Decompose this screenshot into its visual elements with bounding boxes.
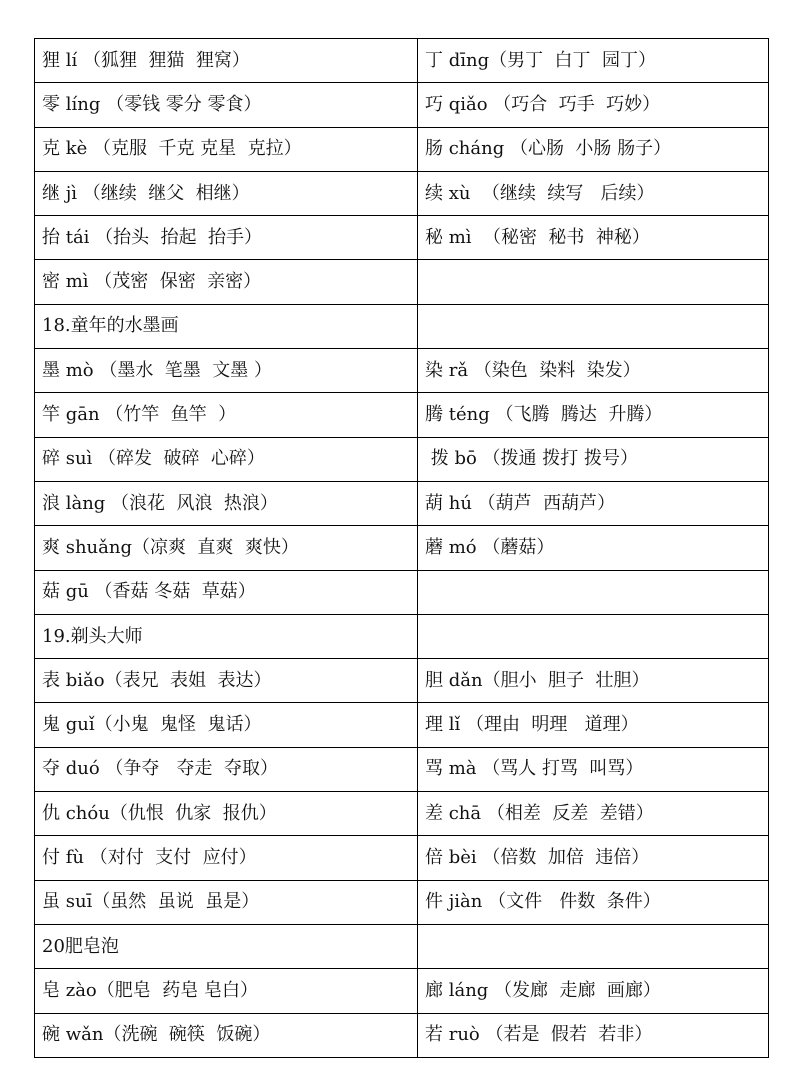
table-cell-right: 染 rǎ （染色 染料 染发） — [418, 349, 769, 393]
table-cell-right: 巧 qiǎo （巧合 巧手 巧妙） — [418, 83, 769, 127]
lesson-heading: 19.剃头大师 — [35, 614, 418, 658]
table-cell-left: 菇 gū （香菇 冬菇 草菇） — [35, 570, 418, 614]
table-cell-left: 付 fù （对付 支付 应付） — [35, 836, 418, 880]
table-cell-right: 秘 mì （秘密 秘书 神秘） — [418, 216, 769, 260]
table-cell-left: 克 kè （克服 千克 克星 克拉） — [35, 127, 418, 171]
table-row — [35, 260, 769, 304]
table-row — [35, 792, 769, 836]
table-row — [35, 526, 769, 570]
table-cell-right: 若 ruò （若是 假若 若非） — [418, 1013, 769, 1057]
table-row — [35, 969, 769, 1013]
table-cell-left: 鬼 guǐ（小鬼 鬼怪 鬼话） — [35, 703, 418, 747]
table-cell-right: 骂 mà （骂人 打骂 叫骂） — [418, 747, 769, 791]
table-cell-left: 碗 wǎn（洗碗 碗筷 饭碗） — [35, 1013, 418, 1057]
table-row — [35, 481, 769, 525]
table-cell-right: 胆 dǎn（胆小 胆子 壮胆） — [418, 659, 769, 703]
table-row — [35, 171, 769, 215]
lesson-heading-row — [35, 924, 769, 968]
table-cell-left: 继 jì （继续 继父 相继） — [35, 171, 418, 215]
table-row — [35, 880, 769, 924]
table-row — [35, 393, 769, 437]
table-cell-left: 抬 tái （抬头 抬起 抬手） — [35, 216, 418, 260]
lesson-heading: 18.童年的水墨画 — [35, 304, 418, 348]
table-row — [35, 83, 769, 127]
table-cell-left: 密 mì （茂密 保密 亲密） — [35, 260, 418, 304]
table-cell-right: 理 lǐ （理由 明理 道理） — [418, 703, 769, 747]
table-cell-left: 夺 duó （争夺 夺走 夺取） — [35, 747, 418, 791]
table-row — [35, 703, 769, 747]
table-cell-left: 碎 suì （碎发 破碎 心碎） — [35, 437, 418, 481]
table-cell-right: 肠 cháng （心肠 小肠 肠子） — [418, 127, 769, 171]
vocab-table-body — [35, 39, 769, 1058]
table-cell-right: 廊 láng （发廊 走廊 画廊） — [418, 969, 769, 1013]
table-row — [35, 1013, 769, 1057]
table-cell-left: 竿 gān （竹竿 鱼竿 ） — [35, 393, 418, 437]
lesson-heading-row — [35, 304, 769, 348]
table-cell-right: 蘑 mó （蘑菇） — [418, 526, 769, 570]
table-row — [35, 570, 769, 614]
table-cell-left: 狸 lí （狐狸 狸猫 狸窝） — [35, 39, 418, 83]
table-cell-left: 墨 mò （墨水 笔墨 文墨 ） — [35, 349, 418, 393]
table-cell-right — [418, 570, 769, 614]
table-cell-right: 件 jiàn （文件 件数 条件） — [418, 880, 769, 924]
table-cell-left: 爽 shuǎng（凉爽 直爽 爽快） — [35, 526, 418, 570]
table-cell-right: 拨 bō （拨通 拨打 拨号） — [418, 437, 769, 481]
table-cell-right — [418, 924, 769, 968]
lesson-heading: 20肥皂泡 — [35, 924, 418, 968]
table-cell-left: 虽 suī（虽然 虽说 虽是） — [35, 880, 418, 924]
table-row — [35, 349, 769, 393]
table-cell-right — [418, 260, 769, 304]
table-row — [35, 216, 769, 260]
table-row — [35, 437, 769, 481]
table-cell-right: 丁 dīng（男丁 白丁 园丁） — [418, 39, 769, 83]
table-cell-right: 倍 bèi （倍数 加倍 违倍） — [418, 836, 769, 880]
table-cell-right: 葫 hú （葫芦 西葫芦） — [418, 481, 769, 525]
table-cell-left: 仇 chóu（仇恨 仇家 报仇） — [35, 792, 418, 836]
vocab-table — [34, 38, 769, 1058]
table-cell-left: 皂 zào（肥皂 药皂 皂白） — [35, 969, 418, 1013]
table-row — [35, 836, 769, 880]
table-cell-left: 零 líng （零钱 零分 零食） — [35, 83, 418, 127]
table-cell-right: 腾 téng （飞腾 腾达 升腾） — [418, 393, 769, 437]
table-row — [35, 39, 769, 83]
table-cell-right — [418, 614, 769, 658]
table-row — [35, 747, 769, 791]
lesson-heading-row — [35, 614, 769, 658]
table-cell-right: 差 chā （相差 反差 差错） — [418, 792, 769, 836]
table-cell-right — [418, 304, 769, 348]
table-cell-right: 续 xù （继续 续写 后续） — [418, 171, 769, 215]
table-row — [35, 127, 769, 171]
table-cell-left: 表 biǎo（表兄 表姐 表达） — [35, 659, 418, 703]
table-row — [35, 659, 769, 703]
table-cell-left: 浪 làng （浪花 风浪 热浪） — [35, 481, 418, 525]
